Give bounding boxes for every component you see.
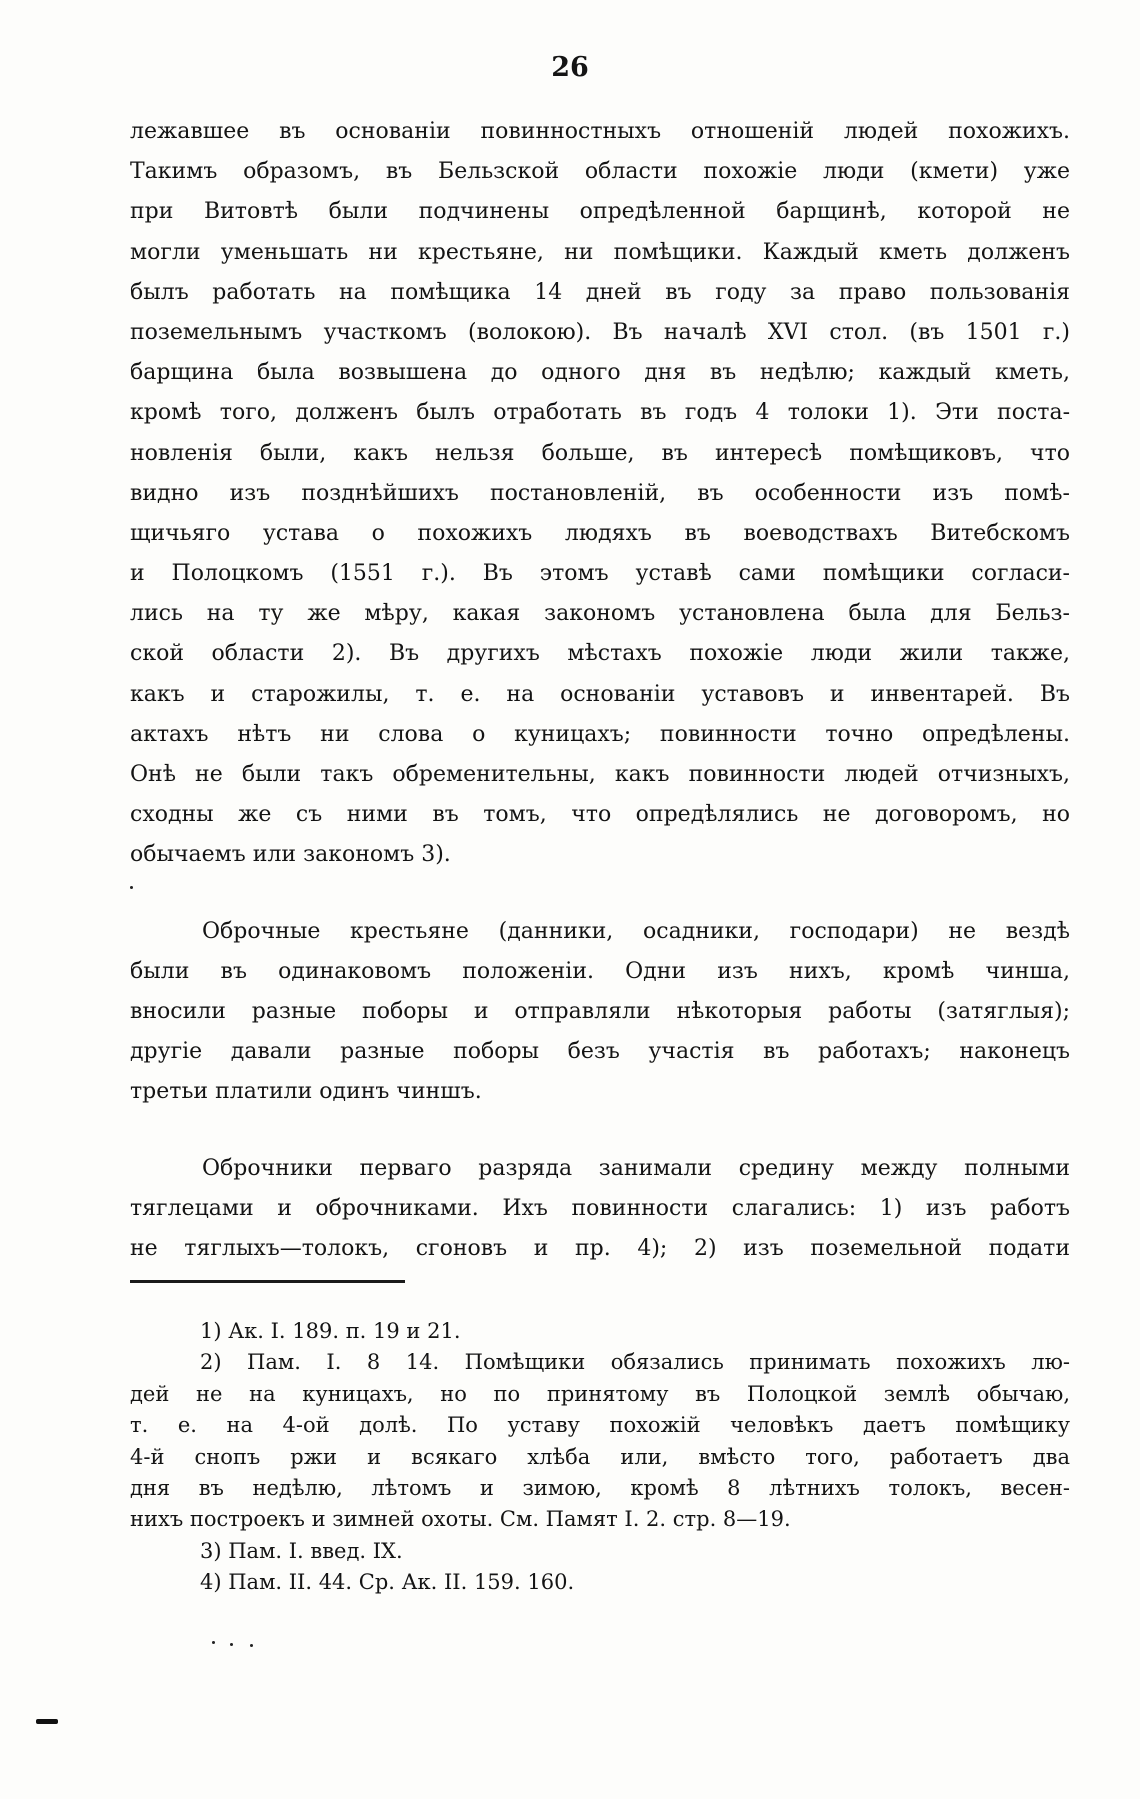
text-line: сходны же съ ними въ томъ, что опредѣлялись не договоромъ, но	[130, 802, 1070, 828]
page-number: 26	[551, 52, 589, 83]
text-line: другіе давали разные поборы безъ участія въ работахъ; наконецъ	[130, 1039, 1070, 1065]
footnote-line: 3) Пам. I. введ. IX.	[200, 1538, 403, 1563]
text-line: видно изъ позднѣйшихъ постановленій, въ особенности изъ помѣ-	[130, 480, 1070, 506]
paragraph-gap	[130, 876, 1070, 912]
paragraph-gap	[130, 1113, 1070, 1149]
text-line: актахъ нѣтъ ни слова о куницахъ; повинности точно опредѣлены.	[130, 721, 1070, 747]
footnote-line: 4-й снопъ ржи и всякаго хлѣба или, вмѣсто того, работаетъ два	[130, 1444, 1070, 1469]
paragraph-1	[130, 112, 1070, 876]
text-line: ской области 2). Въ другихъ мѣстахъ похожіе люди жили также,	[130, 641, 1070, 667]
footnote-line: дня въ недѣлю, лѣтомъ и зимою, кромѣ 8 лѣтнихъ толокъ, весен-	[130, 1475, 1070, 1500]
text-line: кромѣ того, долженъ былъ отработать въ годъ 4 толоки 1). Эти поста-	[130, 400, 1070, 426]
footnote-line: нихъ построекъ и зимней охоты. См. Памят I. 2. стр. 8—19.	[130, 1507, 791, 1532]
footnote-1	[130, 1316, 1070, 1347]
body-text	[130, 112, 1070, 1269]
text-line: лись на ту же мѣру, какая закономъ установлена была для Бельз-	[130, 601, 1070, 627]
paragraph-2	[130, 912, 1070, 1113]
footnote-line: 4) Пам. II. 44. Ср. Ак. II. 159. 160.	[200, 1570, 575, 1595]
footnote-2	[130, 1347, 1070, 1535]
text-line: Оброчники перваго разряда занимали средину между полными	[202, 1155, 1070, 1181]
text-line: могли уменьшать ни крестьяне, ни помѣщики. Каждый кметь долженъ	[130, 239, 1070, 265]
text-line: барщина была возвышена до одного дня въ недѣлю; каждый кметь,	[130, 360, 1070, 386]
text-line: щичьяго устава о похожихъ людяхъ въ воеводствахъ Витебскомъ	[130, 520, 1070, 546]
text-line: Такимъ образомъ, въ Бельзской области похожіе люди (кмети) уже	[130, 159, 1070, 185]
footnote-line: 2) Пам. I. 8 14. Помѣщики обязались принимать похожихъ лю-	[200, 1350, 1070, 1375]
text-line: вносили разные поборы и отправляли нѣкоторыя работы (затяглыя);	[130, 998, 1070, 1024]
footnote-3	[130, 1536, 1070, 1567]
text-line: тяглецами и оброчниками. Ихъ повинности слагались: 1) изъ работъ	[130, 1195, 1070, 1221]
text-line: какъ и старожилы, т. е. на основаніи уставовъ и инвентарей. Въ	[130, 681, 1070, 707]
text-line: Оброчные крестьяне (данники, осадники, господари) не вездѣ	[202, 918, 1070, 944]
text-line: были въ одинаковомъ положеніи. Одни изъ нихъ, кромѣ чинша,	[130, 958, 1070, 984]
scan-speck	[130, 886, 133, 889]
scan-margin-mark	[36, 1719, 58, 1724]
footnote-separator	[130, 1280, 405, 1283]
footnote-line: дей не на куницахъ, но по принятому въ Полоцкой землѣ обычаю,	[130, 1381, 1070, 1406]
scan-speck	[250, 1644, 253, 1647]
scan-speck	[212, 1641, 215, 1644]
footnotes	[130, 1316, 1070, 1599]
text-line: лежавшее въ основаніи повинностныхъ отношеній людей похожихъ.	[130, 119, 1070, 144]
text-line: при Витовтѣ были подчинены опредѣленной барщинѣ, которой не	[130, 199, 1070, 225]
text-line: новленія были, какъ нельзя больше, въ интересѣ помѣщиковъ, что	[130, 440, 1070, 466]
text-line: и Полоцкомъ (1551 г.). Въ этомъ уставѣ сами помѣщики согласи-	[130, 561, 1070, 587]
text-line: обычаемъ или закономъ 3).	[130, 842, 451, 868]
text-line: третьи платили одинъ чиншъ.	[130, 1079, 482, 1105]
footnote-4	[130, 1567, 1070, 1598]
text-line: поземельнымъ участкомъ (волокою). Въ началѣ XVI стол. (въ 1501 г.)	[130, 319, 1070, 345]
scan-speck	[230, 1643, 233, 1646]
footnote-line: 1) Ак. I. 189. п. 19 и 21.	[200, 1319, 461, 1343]
text-line: Онѣ не были такъ обременительны, какъ повинности людей отчизныхъ,	[130, 762, 1070, 787]
text-line: былъ работать на помѣщика 14 дней въ году за право пользованія	[130, 279, 1070, 305]
text-line: не тяглыхъ—толокъ, сгоновъ и пр. 4); 2) изъ поземельной подати	[130, 1235, 1070, 1261]
footnote-line: т. е. на 4-ой долѣ. По уставу похожій человѣкъ даетъ помѣщику	[130, 1413, 1070, 1438]
paragraph-3	[130, 1149, 1070, 1270]
